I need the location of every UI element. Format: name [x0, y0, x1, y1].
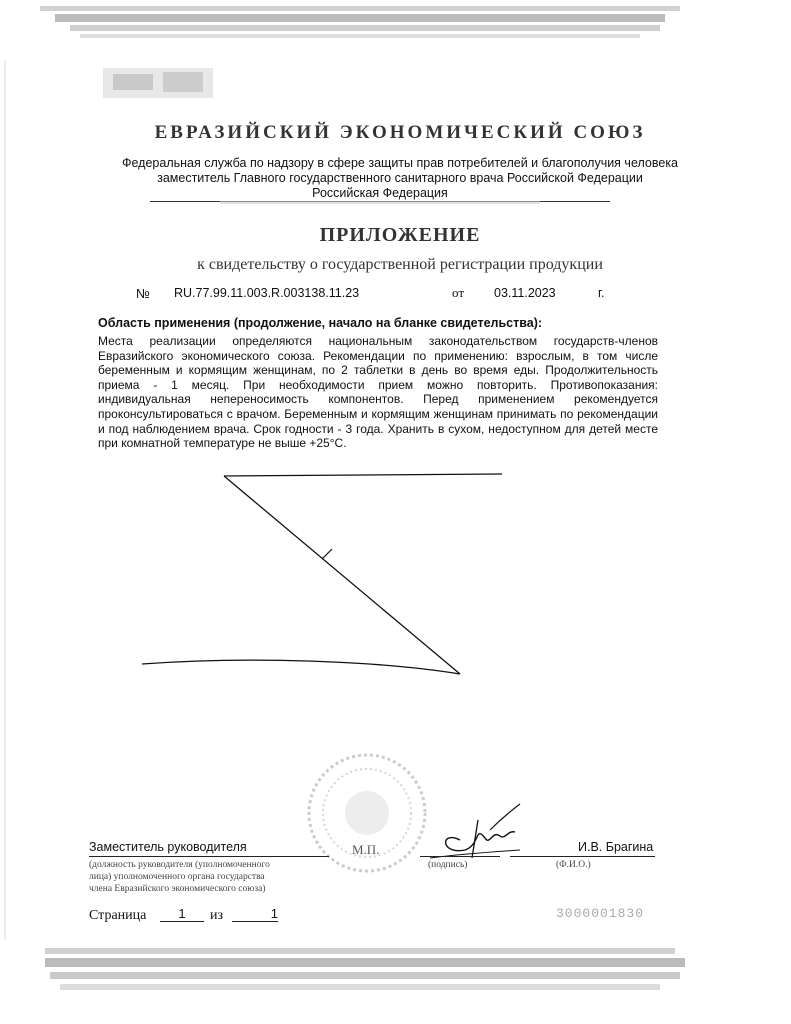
z-strike-mark	[130, 466, 520, 686]
name-note: (Ф.И.О.)	[556, 860, 591, 870]
year-suffix: г.	[598, 286, 605, 300]
signer-name: И.В. Брагина	[578, 840, 654, 854]
position-underline	[89, 856, 329, 857]
number-label: №	[136, 286, 150, 301]
from-label: от	[452, 285, 465, 300]
page-total: 1	[232, 906, 278, 922]
bottom-border-band	[0, 940, 791, 1010]
certificate-date: 03.11.2023	[494, 286, 556, 300]
page-number: 1	[160, 906, 204, 922]
bottom-border-pattern	[0, 940, 791, 1010]
position-note-3: члена Евразийского экономического союза)	[89, 884, 266, 894]
deputy-line: заместитель Главного государственного санитарного врача Российской Федерации	[157, 171, 643, 185]
appendix-subtitle: к свидетельству о государственной регистрации продукции	[197, 256, 603, 273]
signature-underline	[420, 856, 500, 857]
appendix-title: ПРИЛОЖЕНИЕ	[319, 224, 481, 246]
union-title: ЕВРАЗИЙСКИЙ ЭКОНОМИЧЕСКИЙ СОЮЗ	[154, 122, 646, 143]
top-border-pattern	[0, 0, 791, 52]
faded-emblem	[98, 60, 228, 110]
certificate-number: RU.77.99.11.003.R.003138.11.23	[174, 286, 360, 300]
position-note-2: лица) уполномоченного органа государства	[89, 872, 265, 882]
stamp-place-label: М.П.	[352, 842, 380, 857]
country-subline-faint	[220, 201, 540, 204]
scope-text: Места реализации определяются национальным законодательством государств-членов Евразийского экономического союза. Рекомендации по применению: взрослым, в том числе беременным и кормящим женщинам, по 2 таблетки в день во время еды. Продолжительность приема - 1 месяц. При необходимости прием можно повторить. Противопоказания: индивидуальная непереносимость компонентов. Перед применением рекомендуется проконсультироваться с врачом. Беременным и кормящим женщинам принимать по рекомендации и под наблюдением врача. Срок годности - 3 года. Хранить в сухом, недоступном для детей месте при комнатной температуре не выше +25°С.	[98, 334, 658, 451]
signature-note: (подпись)	[428, 860, 468, 870]
position-note-1: (должность руководителя (уполномоченного	[89, 860, 270, 870]
form-serial-number: 3000001830	[556, 906, 645, 921]
signer-position: Заместитель руководителя	[89, 840, 247, 854]
of-label: из	[210, 908, 224, 923]
agency-line: Федеральная служба по надзору в сфере защиты прав потребителей и благополучия человека	[121, 156, 679, 170]
country-line: Российская Федерация	[150, 186, 610, 202]
left-edge-scan-noise	[0, 60, 14, 940]
page-label: Страница	[89, 908, 147, 923]
top-border-band	[0, 0, 791, 52]
scope-heading: Область применения (продолжение, начало на бланке свидетельства):	[98, 316, 543, 330]
name-underline	[510, 856, 655, 857]
